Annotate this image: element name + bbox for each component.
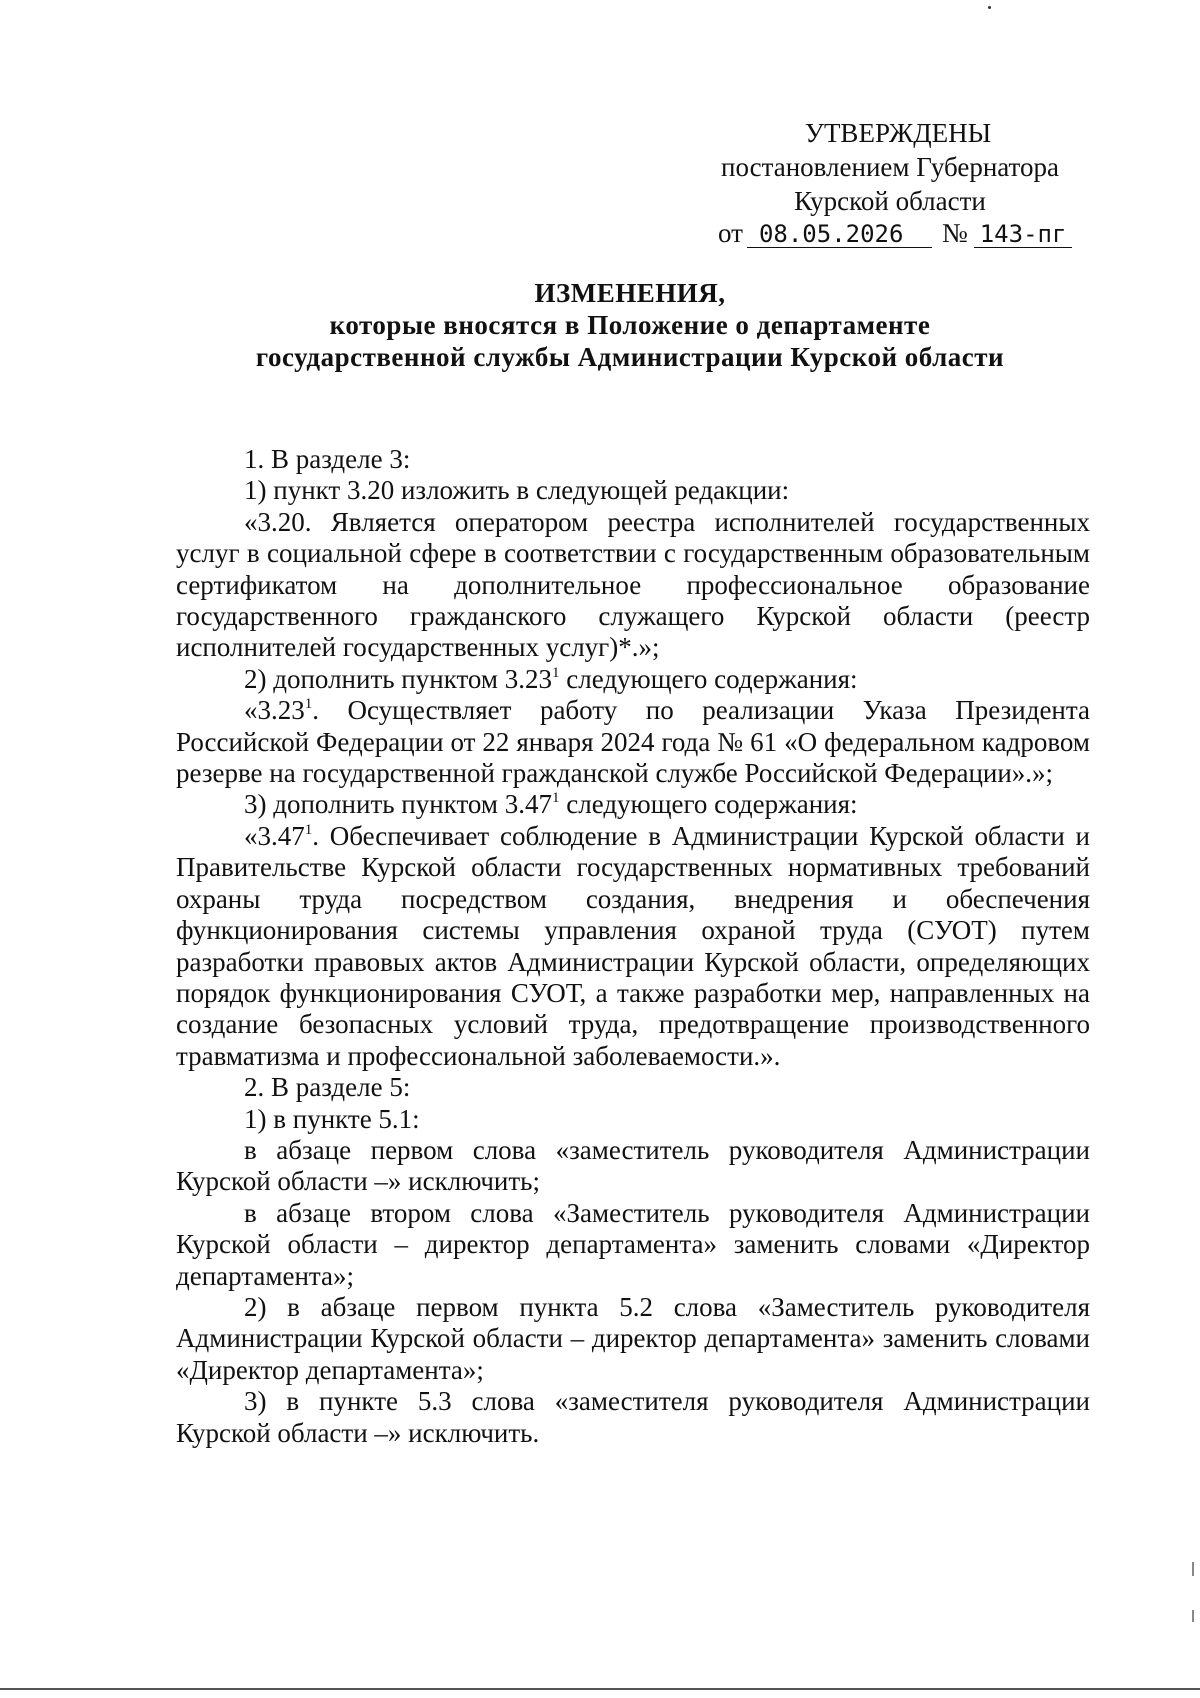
paragraph-section-5: 2. В разделе 5: xyxy=(244,1072,411,1103)
approved-heading: УТВЕРЖДЕНЫ xyxy=(804,118,992,148)
approval-date: 08.05.2026 xyxy=(747,221,932,248)
paragraph-item-5-3: 3) в пункте 5.3 слова «заместителя руководителя Администрации Курской области –» исключить. xyxy=(176,1386,1090,1448)
title-heading: ИЗМЕНЕНИЯ, xyxy=(534,278,726,308)
paragraph-5-1-second: в абзаце втором слова «Заместитель руководителя Администрации Курской области – директор департамента» заменить словами «Директор департамента»; xyxy=(176,1197,1090,1291)
paragraph-section-3: 1. В разделе 3: xyxy=(244,444,411,474)
title-line-2: государственной службы Администрации Курской области xyxy=(255,342,1005,372)
title-line-1: которые вносятся в Положение о департаменте xyxy=(329,310,931,340)
date-prefix: от xyxy=(718,218,743,248)
scan-mark xyxy=(1192,1562,1194,1576)
paragraph-item-5-1: 1) в пункте 5.1: xyxy=(244,1103,420,1134)
number-sign: № xyxy=(941,218,968,248)
paragraph-text-3-23-1: «3.23$^1$. Осуществляет работу по реализации Указа Президента Российской Федерации от 22 января 2024 года № 61 «О федеральном кадровом резерве на государственной гражданской службе Российской Федерации».»; xyxy=(176,695,1090,789)
paragraph-5-1-first: в абзаце первом слова «заместитель руководителя Администрации Курской области –» исключить; xyxy=(176,1134,1090,1197)
scan-mark xyxy=(1192,1610,1194,1622)
paragraph-text-3-20: «3.20. Является оператором реестра исполнителей государственных услуг в социальной сфере в соответствии с государственным образовательным сертификатом на дополнительное профессиональное образование государственного гражданского служащего Курской области (реестр исполнителей государственных услуг)*.»; xyxy=(176,506,1090,663)
approval-date-row xyxy=(690,216,1090,250)
approval-number: 143-пг xyxy=(974,221,1072,248)
paragraph-item-3-23-1: 2) дополнить пунктом 3.23$^1$ следующего содержания: xyxy=(244,663,858,694)
document-title xyxy=(170,277,1090,373)
paragraph-item-3-47-1: 3) дополнить пунктом 3.47$^1$ следующего содержания: xyxy=(244,789,858,820)
paragraph-item-3-20: 1) пункт 3.20 изложить в следующей редакции: xyxy=(244,475,790,506)
paragraph-item-5-2: 2) в абзаце первом пункта 5.2 слова «Заместитель руководителя Администрации Курской области – директор департамента» заменить словами «Директор департамента»; xyxy=(176,1291,1090,1385)
scan-dot xyxy=(988,6,991,9)
page-bottom-edge xyxy=(0,1688,1200,1690)
approval-line-1: постановлением Губернатора xyxy=(721,152,1059,182)
paragraph-text-3-47-1: «3.47$^1$. Обеспечивает соблюдение в Администрации Курской области и Правительстве Курской области государственных нормативных требований охраны труда посредством создания, внедрения и обеспечения функционирования системы управления охраной труда (СУОТ) путем разработки правовых актов Администрации Курской области, определяющих порядок функционирования СУОТ, а также разработки мер, направленных на создание безопасных условий труда, предотвращение производственного травматизма и профессиональной заболеваемости.». xyxy=(176,820,1090,1071)
document-body xyxy=(176,444,1090,1449)
approval-line-2: Курской области xyxy=(794,186,986,216)
approval-block xyxy=(690,116,1090,250)
